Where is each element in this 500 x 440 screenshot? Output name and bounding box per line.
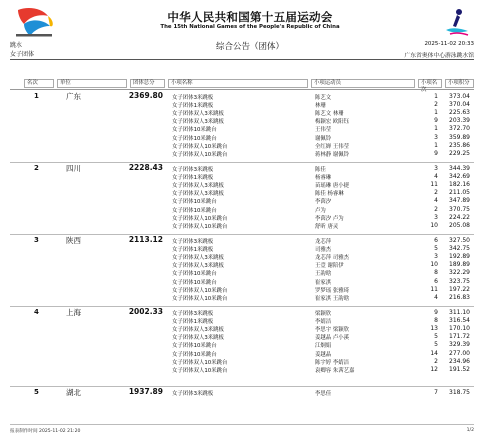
event-rank-cell: 11 bbox=[430, 285, 438, 293]
bulletin-title: 综合公告（团体） bbox=[215, 42, 284, 52]
event-rank-cell: 1 bbox=[434, 141, 438, 149]
event-rank-cell: 14 bbox=[430, 349, 438, 357]
event-name-cell: 女子团体3米跳板 bbox=[172, 311, 214, 317]
event-rank-cell: 2 bbox=[434, 357, 438, 365]
athletes-cell: 梁颖欣 bbox=[315, 311, 332, 317]
event-name-cell: 女子团体双人10米跳台 bbox=[172, 287, 228, 294]
sport-name: 跳水 bbox=[10, 42, 23, 49]
team-unit: 上海 bbox=[66, 308, 81, 317]
table-row bbox=[0, 389, 500, 398]
event-points-cell: 191.52 bbox=[449, 365, 470, 373]
event-name-cell: 女子团体3米跳板 bbox=[172, 391, 214, 397]
event-rank-cell: 10 bbox=[430, 221, 438, 229]
athletes-cell: 梅颖宏 欧阳钰 bbox=[315, 119, 350, 126]
team-rank: 3 bbox=[34, 236, 39, 244]
games-title: 中华人民共和国第十五届运动会 bbox=[167, 10, 333, 24]
event-name-cell: 女子团体双人3米跳板 bbox=[172, 183, 224, 190]
event-name-cell: 女子团体10米跳台 bbox=[172, 207, 217, 214]
event-rank-cell: 9 bbox=[434, 309, 438, 316]
athletes-cell: 袁卿容 朱茜艺嘉 bbox=[315, 367, 355, 374]
event-rank-cell: 8 bbox=[434, 317, 438, 325]
table-row bbox=[0, 222, 500, 231]
games-title-en: The 15th National Games of the People's Republic of China bbox=[160, 24, 340, 30]
athletes-cell: 司雅杰 bbox=[315, 247, 332, 254]
athletes-cell: 李茵汐 卢为 bbox=[315, 215, 344, 222]
event-rank-cell: 3 bbox=[434, 165, 438, 172]
column-header-event-points: 小项积分 bbox=[445, 79, 474, 88]
event-points-cell: 224.22 bbox=[449, 213, 470, 221]
event-points-cell: 311.10 bbox=[449, 309, 470, 316]
event-rank-cell: 1 bbox=[434, 109, 438, 117]
athletes-cell: 谢佩铃 bbox=[315, 135, 332, 142]
athletes-cell: 杨睿琳 bbox=[315, 175, 332, 182]
event-points-cell: 372.70 bbox=[449, 125, 470, 133]
athletes-cell: 龙芯萍 司雅杰 bbox=[315, 255, 350, 262]
team-total: 2113.12 bbox=[128, 235, 163, 244]
athletes-cell: 陈佳 杨睿琳 bbox=[315, 191, 344, 198]
team-unit: 陕西 bbox=[66, 236, 81, 245]
event-points-cell: 342.69 bbox=[449, 173, 470, 181]
event-rank-cell: 10 bbox=[430, 261, 438, 269]
team-rank: 5 bbox=[34, 388, 39, 396]
event-points-cell: 216.83 bbox=[449, 293, 470, 301]
event-points-cell: 329.39 bbox=[449, 341, 470, 349]
athletes-cell: 李婧洁 bbox=[315, 319, 332, 326]
event-points-cell: 344.39 bbox=[449, 165, 470, 172]
event-rank-cell: 13 bbox=[430, 325, 438, 333]
event-name-cell: 女子团体双人10米跳台 bbox=[172, 359, 228, 366]
event-name-cell: 女子团体10米跳台 bbox=[172, 135, 217, 142]
venue-name: 广东省奥体中心游泳跳水馆 bbox=[404, 53, 474, 59]
event-name-cell: 女子团体3米跳板 bbox=[172, 95, 214, 101]
table-row bbox=[0, 294, 500, 303]
event-points-cell: 342.75 bbox=[449, 245, 470, 253]
page-number: 1/2 bbox=[466, 428, 474, 433]
event-name-cell: 女子团体双人10米跳台 bbox=[172, 215, 228, 222]
event-name-cell: 女子团体双人10米跳台 bbox=[172, 295, 228, 302]
event-name-cell: 女子团体双人10米跳台 bbox=[172, 367, 228, 374]
team-total: 2002.33 bbox=[128, 307, 163, 316]
event-name-cell: 女子团体双人10米跳台 bbox=[172, 143, 228, 150]
event-rank-cell: 4 bbox=[434, 293, 438, 301]
athletes-cell: 李思佳 bbox=[315, 391, 332, 397]
athletes-cell: 崔家淇 王韵晗 bbox=[315, 295, 350, 302]
event-rank-cell: 4 bbox=[434, 173, 438, 181]
event-rank-cell: 9 bbox=[434, 149, 438, 157]
event-points-cell: 197.22 bbox=[449, 285, 470, 293]
event-points-cell: 211.05 bbox=[449, 189, 470, 197]
event-points-cell: 323.75 bbox=[449, 277, 470, 285]
event-name-cell: 女子团体10米跳台 bbox=[172, 127, 217, 134]
athletes-cell: 蒋林静 谢佩铃 bbox=[315, 151, 350, 158]
athletes-cell: 罗梦瑶 张雅琦 bbox=[315, 287, 350, 294]
event-rank-cell: 4 bbox=[434, 197, 438, 205]
team-total: 2228.43 bbox=[128, 163, 163, 172]
athletes-cell: 苗瑶琳 唐小捷 bbox=[315, 183, 350, 190]
athletes-cell: 江炯娟 bbox=[315, 343, 332, 350]
athletes-cell: 陈宇婷 李婧洁 bbox=[315, 359, 350, 366]
event-name-cell: 女子团体10米跳台 bbox=[172, 199, 217, 206]
team-unit: 湖北 bbox=[66, 388, 81, 397]
event-points-cell: 182.16 bbox=[449, 181, 470, 189]
event-points-cell: 170.10 bbox=[449, 325, 470, 333]
athletes-cell: 舒昕 唐灵 bbox=[315, 223, 339, 230]
column-header-rank: 名次 bbox=[24, 79, 54, 88]
event-rank-cell: 3 bbox=[434, 213, 438, 221]
event-name-cell: 女子团体双人10米跳台 bbox=[172, 151, 228, 158]
footer-divider bbox=[10, 424, 474, 425]
event-rank-cell: 2 bbox=[434, 189, 438, 197]
event-name-cell: 女子团体双人3米跳板 bbox=[172, 255, 224, 262]
event-rank-cell: 3 bbox=[434, 133, 438, 141]
column-header-event: 小项名称 bbox=[168, 79, 308, 88]
athletes-cell: 姜越晶 卢小溪 bbox=[315, 335, 350, 342]
event-name-cell: 女子团体1米跳板 bbox=[172, 103, 214, 110]
team-unit: 广东 bbox=[66, 92, 81, 101]
event-name-cell: 女子团体双人3米跳板 bbox=[172, 263, 224, 270]
event-name: 女子团体 bbox=[10, 51, 35, 58]
event-name-cell: 女子团体双人3米跳板 bbox=[172, 191, 224, 198]
header-divider bbox=[10, 59, 474, 60]
event-rank-cell: 12 bbox=[430, 365, 438, 373]
table-row bbox=[0, 150, 500, 159]
event-name-cell: 女子团体3米跳板 bbox=[172, 167, 214, 173]
event-name-cell: 女子团体10米跳台 bbox=[172, 271, 217, 278]
event-points-cell: 347.89 bbox=[449, 197, 470, 205]
event-rank-cell: 11 bbox=[430, 181, 438, 189]
team-unit: 四川 bbox=[66, 164, 81, 173]
event-rank-cell: 5 bbox=[434, 341, 438, 349]
event-points-cell: 316.54 bbox=[449, 317, 470, 325]
event-name-cell: 女子团体双人3米跳板 bbox=[172, 335, 224, 342]
athletes-cell: 陈佳 bbox=[315, 167, 326, 173]
athletes-cell: 李茵汐 bbox=[315, 199, 332, 206]
event-rank-cell: 1 bbox=[434, 93, 438, 100]
event-points-cell: 234.96 bbox=[449, 357, 470, 365]
event-rank-cell: 9 bbox=[434, 117, 438, 125]
event-points-cell: 192.89 bbox=[449, 253, 470, 261]
event-points-cell: 327.50 bbox=[449, 237, 470, 244]
column-header-athletes: 小项运动员 bbox=[311, 79, 415, 88]
team-total: 1937.89 bbox=[128, 387, 163, 396]
event-points-cell: 189.89 bbox=[449, 261, 470, 269]
table-row bbox=[0, 366, 500, 375]
event-points-cell: 203.39 bbox=[449, 117, 470, 125]
team-rank: 2 bbox=[34, 164, 39, 172]
event-points-cell: 318.75 bbox=[449, 389, 470, 396]
event-points-cell: 229.25 bbox=[449, 149, 470, 157]
report-time: 报表制作时间 2025-11-02 21:20 bbox=[10, 429, 81, 434]
athletes-cell: 姜越晶 bbox=[315, 351, 332, 358]
team-rank: 4 bbox=[34, 308, 39, 316]
event-rank-cell: 8 bbox=[434, 269, 438, 277]
column-header-event-rank: 小项名次 bbox=[418, 79, 442, 88]
event-rank-cell: 2 bbox=[434, 205, 438, 213]
event-points-cell: 373.04 bbox=[449, 93, 470, 100]
athletes-cell: 王伟莹 bbox=[315, 127, 332, 134]
event-name-cell: 女子团体10米跳台 bbox=[172, 351, 217, 358]
event-name-cell: 女子团体双人10米跳台 bbox=[172, 223, 228, 230]
event-name-cell: 女子团体双人3米跳板 bbox=[172, 119, 224, 126]
header-underline bbox=[10, 89, 474, 90]
athletes-cell: 王壹 谢陪伊 bbox=[315, 263, 344, 270]
bulletin-datetime: 2025-11-02 20:33 bbox=[424, 41, 474, 47]
diving-pictogram-icon bbox=[440, 6, 474, 36]
event-points-cell: 205.08 bbox=[449, 221, 470, 229]
athletes-cell: 崔家淇 bbox=[315, 279, 332, 286]
event-points-cell: 322.29 bbox=[449, 269, 470, 277]
event-rank-cell: 1 bbox=[434, 125, 438, 133]
athletes-cell: 林珊 bbox=[315, 103, 326, 110]
event-points-cell: 277.00 bbox=[449, 349, 470, 357]
athletes-cell: 全红婵 王伟莹 bbox=[315, 143, 350, 150]
event-rank-cell: 2 bbox=[434, 101, 438, 109]
team-rank: 1 bbox=[34, 92, 39, 100]
event-points-cell: 370.75 bbox=[449, 205, 470, 213]
athletes-cell: 王韵晗 bbox=[315, 271, 332, 278]
event-name-cell: 女子团体10米跳台 bbox=[172, 343, 217, 350]
athletes-cell: 卢为 bbox=[315, 207, 326, 214]
event-points-cell: 225.63 bbox=[449, 109, 470, 117]
event-rank-cell: 5 bbox=[434, 245, 438, 253]
event-name-cell: 女子团体10米跳台 bbox=[172, 279, 217, 286]
column-header-team-total: 团体总分 bbox=[130, 79, 165, 88]
event-name-cell: 女子团体1米跳板 bbox=[172, 175, 214, 182]
athletes-cell: 李思宇 梁颖欣 bbox=[315, 327, 350, 334]
event-rank-cell: 5 bbox=[434, 333, 438, 341]
event-name-cell: 女子团体1米跳板 bbox=[172, 319, 214, 326]
event-points-cell: 171.72 bbox=[449, 333, 470, 341]
event-points-cell: 235.86 bbox=[449, 141, 470, 149]
event-name-cell: 女子团体3米跳板 bbox=[172, 239, 214, 245]
team-total: 2369.80 bbox=[128, 91, 163, 100]
event-name-cell: 女子团体1米跳板 bbox=[172, 247, 214, 254]
column-header-unit: 单位 bbox=[57, 79, 127, 88]
event-name-cell: 女子团体双人3米跳板 bbox=[172, 111, 224, 118]
event-points-cell: 359.89 bbox=[449, 133, 470, 141]
athletes-cell: 龙芯萍 bbox=[315, 239, 332, 245]
athletes-cell: 陈艺文 林珊 bbox=[315, 111, 344, 118]
event-rank-cell: 7 bbox=[434, 389, 438, 396]
event-points-cell: 370.04 bbox=[449, 101, 470, 109]
event-rank-cell: 6 bbox=[434, 277, 438, 285]
event-rank-cell: 3 bbox=[434, 253, 438, 261]
event-name-cell: 女子团体双人3米跳板 bbox=[172, 327, 224, 334]
event-rank-cell: 6 bbox=[434, 237, 438, 244]
athletes-cell: 陈艺文 bbox=[315, 95, 332, 101]
